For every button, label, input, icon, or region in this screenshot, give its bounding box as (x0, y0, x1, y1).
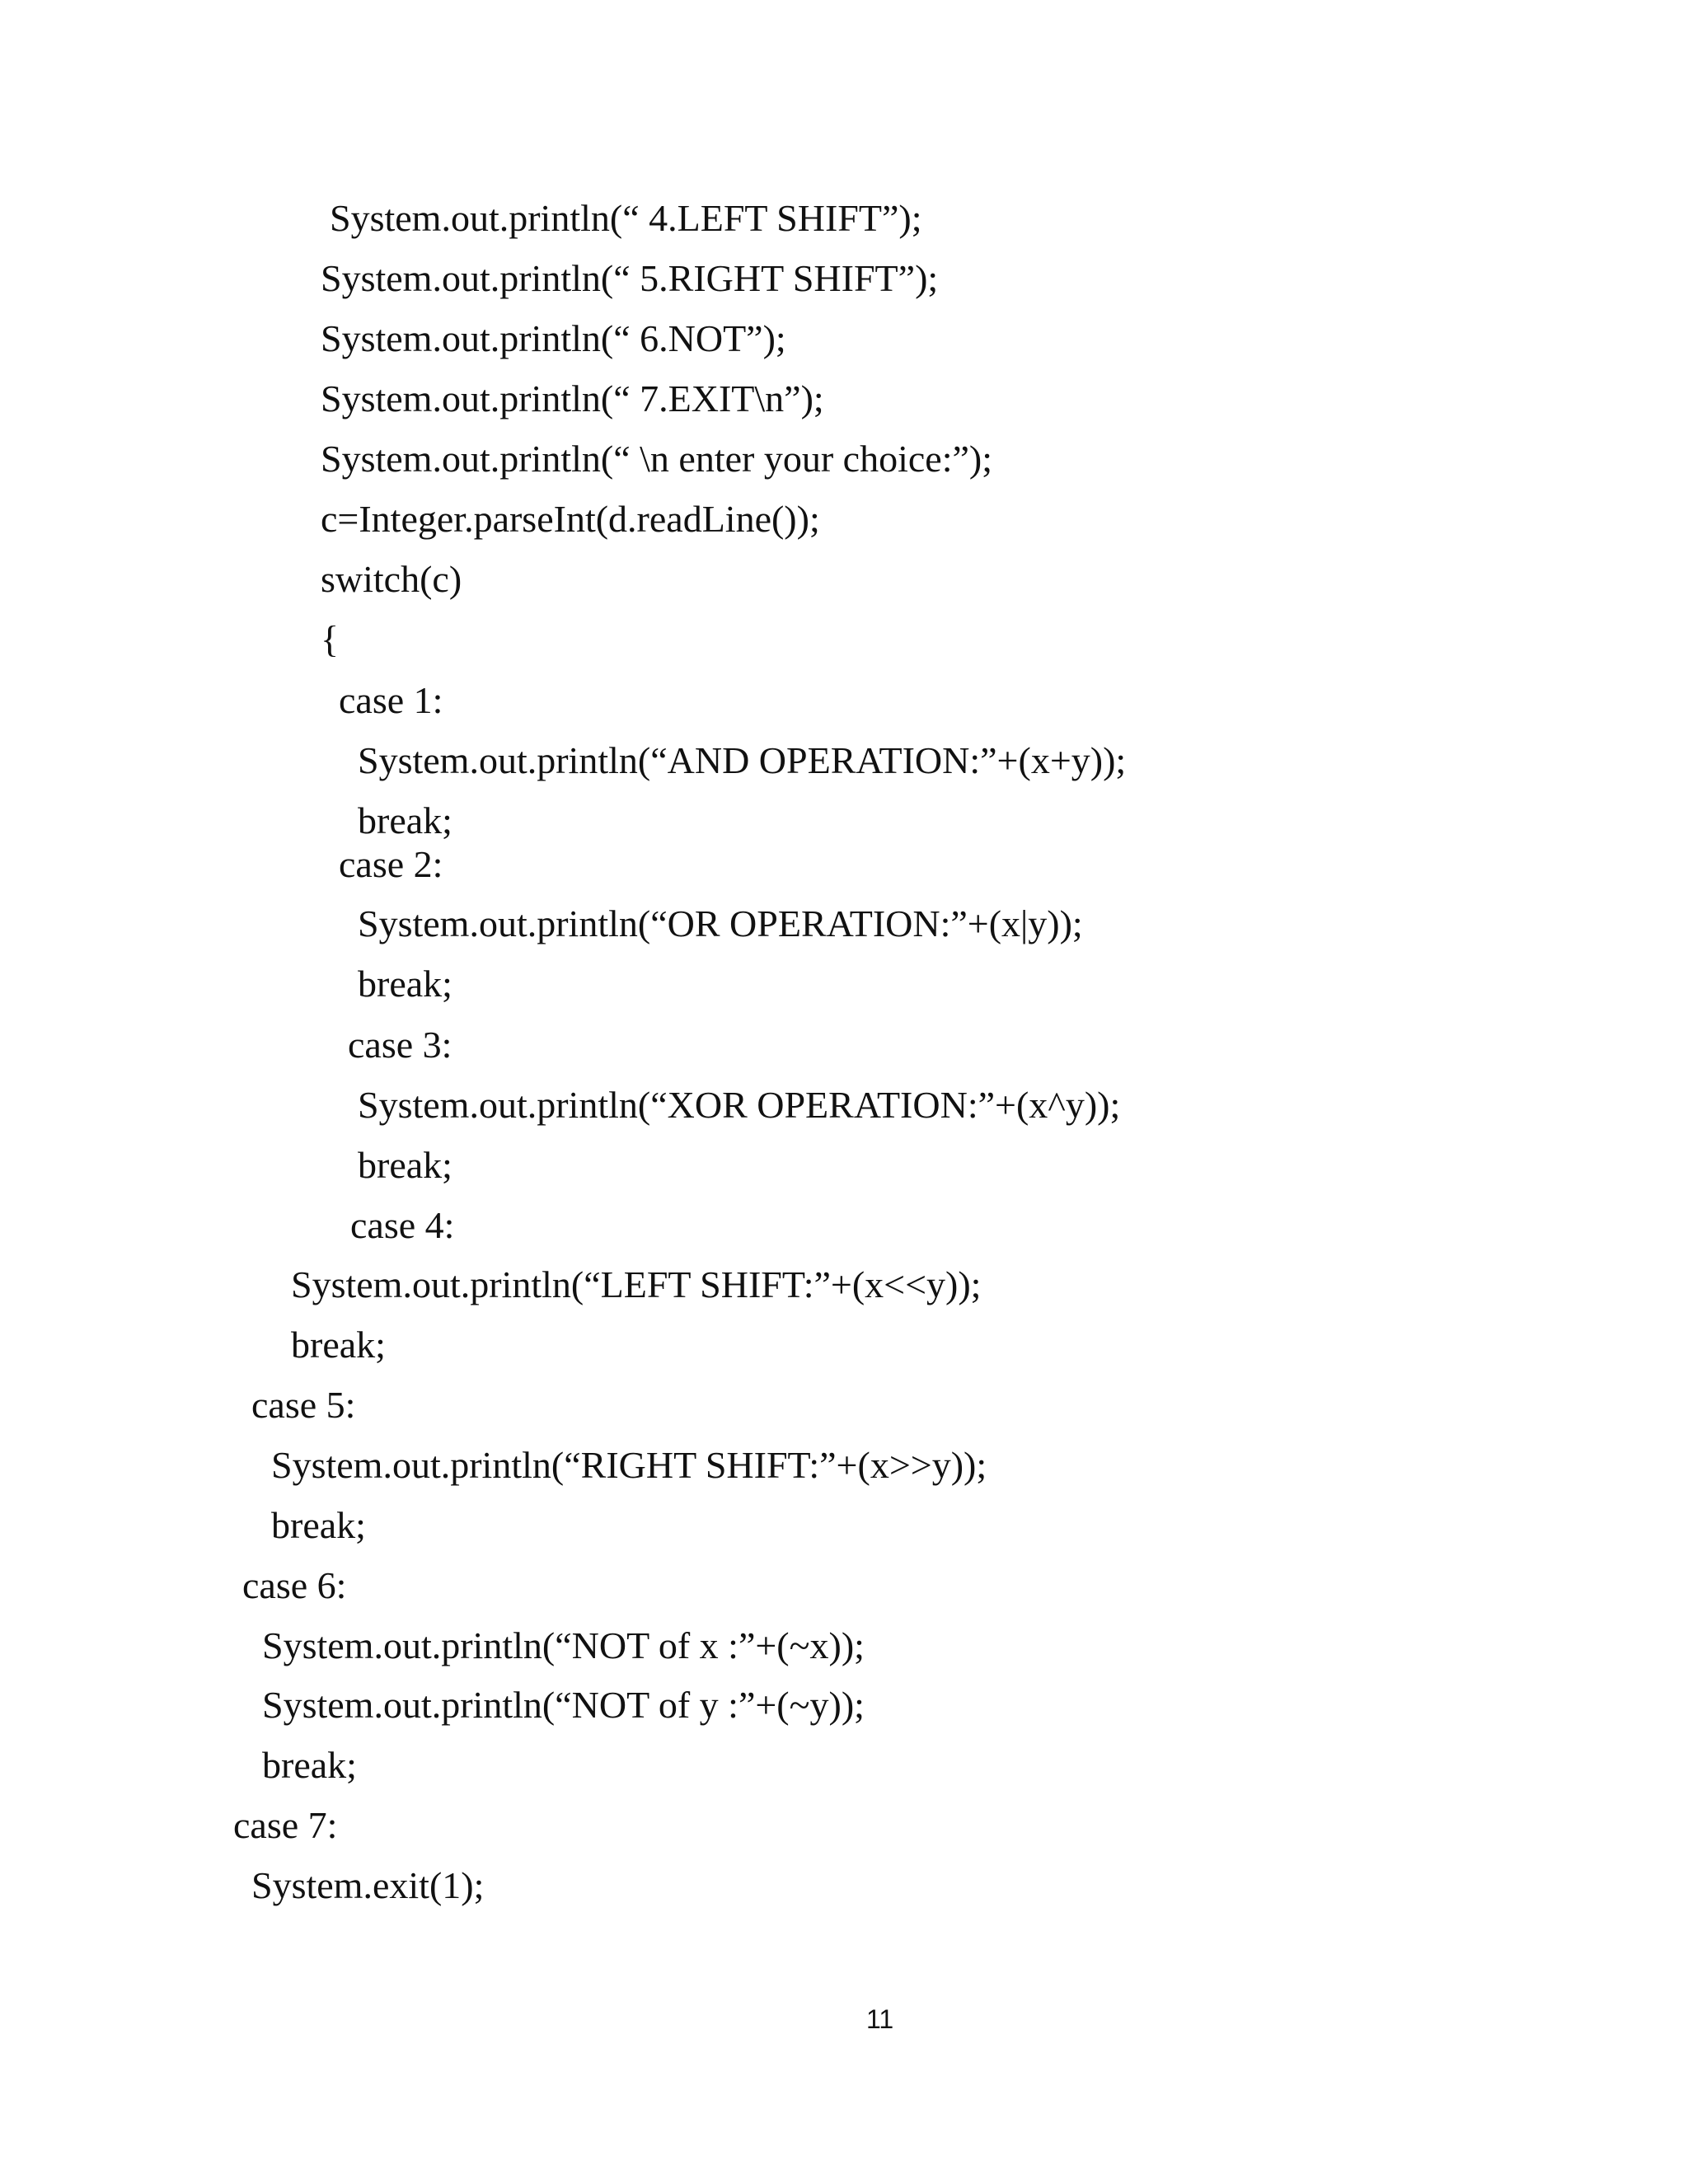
code-line-1: System.out.println(“ 4.LEFT SHIFT”); (330, 197, 922, 239)
code-line-20: break; (291, 1324, 386, 1366)
code-line-29: System.exit(1); (251, 1864, 485, 1906)
code-line-16: System.out.println(“XOR OPERATION:”+(x^y)); (358, 1084, 1121, 1126)
code-line-7: switch(c) (321, 558, 462, 600)
code-line-24: case 6: (242, 1564, 347, 1606)
code-line-6: c=Integer.parseInt(d.readLine()); (321, 498, 820, 540)
code-line-13: System.out.println(“OR OPERATION:”+(x|y)); (358, 902, 1083, 944)
code-line-19: System.out.println(“LEFT SHIFT:”+(x<<y)); (291, 1263, 982, 1305)
code-line-3: System.out.println(“ 6.NOT”); (321, 317, 786, 359)
page-number: 11 (866, 2004, 894, 2034)
code-line-28: case 7: (233, 1804, 338, 1846)
code-line-25: System.out.println(“NOT of x :”+(~x)); (262, 1624, 865, 1666)
code-line-11: break; (358, 799, 452, 841)
code-line-14: break; (358, 963, 452, 1005)
code-line-21: case 5: (251, 1384, 356, 1426)
code-line-27: break; (262, 1744, 357, 1786)
code-line-4: System.out.println(“ 7.EXIT\n”); (321, 377, 824, 419)
code-line-5: System.out.println(“ \n enter your choice:”); (321, 438, 992, 480)
code-line-17: break; (358, 1144, 452, 1186)
code-line-10: System.out.println(“AND OPERATION:”+(x+y)); (358, 739, 1127, 781)
code-line-8: { (321, 618, 340, 660)
code-line-9: case 1: (339, 679, 443, 721)
code-line-12: case 2: (339, 843, 443, 885)
code-line-22: System.out.println(“RIGHT SHIFT:”+(x>>y)); (271, 1444, 987, 1486)
code-line-23: break; (271, 1504, 366, 1546)
code-line-18: case 4: (350, 1204, 455, 1246)
code-line-15: case 3: (348, 1024, 452, 1066)
code-line-2: System.out.println(“ 5.RIGHT SHIFT”); (321, 257, 939, 299)
code-line-26: System.out.println(“NOT of y :”+(~y)); (262, 1684, 865, 1726)
